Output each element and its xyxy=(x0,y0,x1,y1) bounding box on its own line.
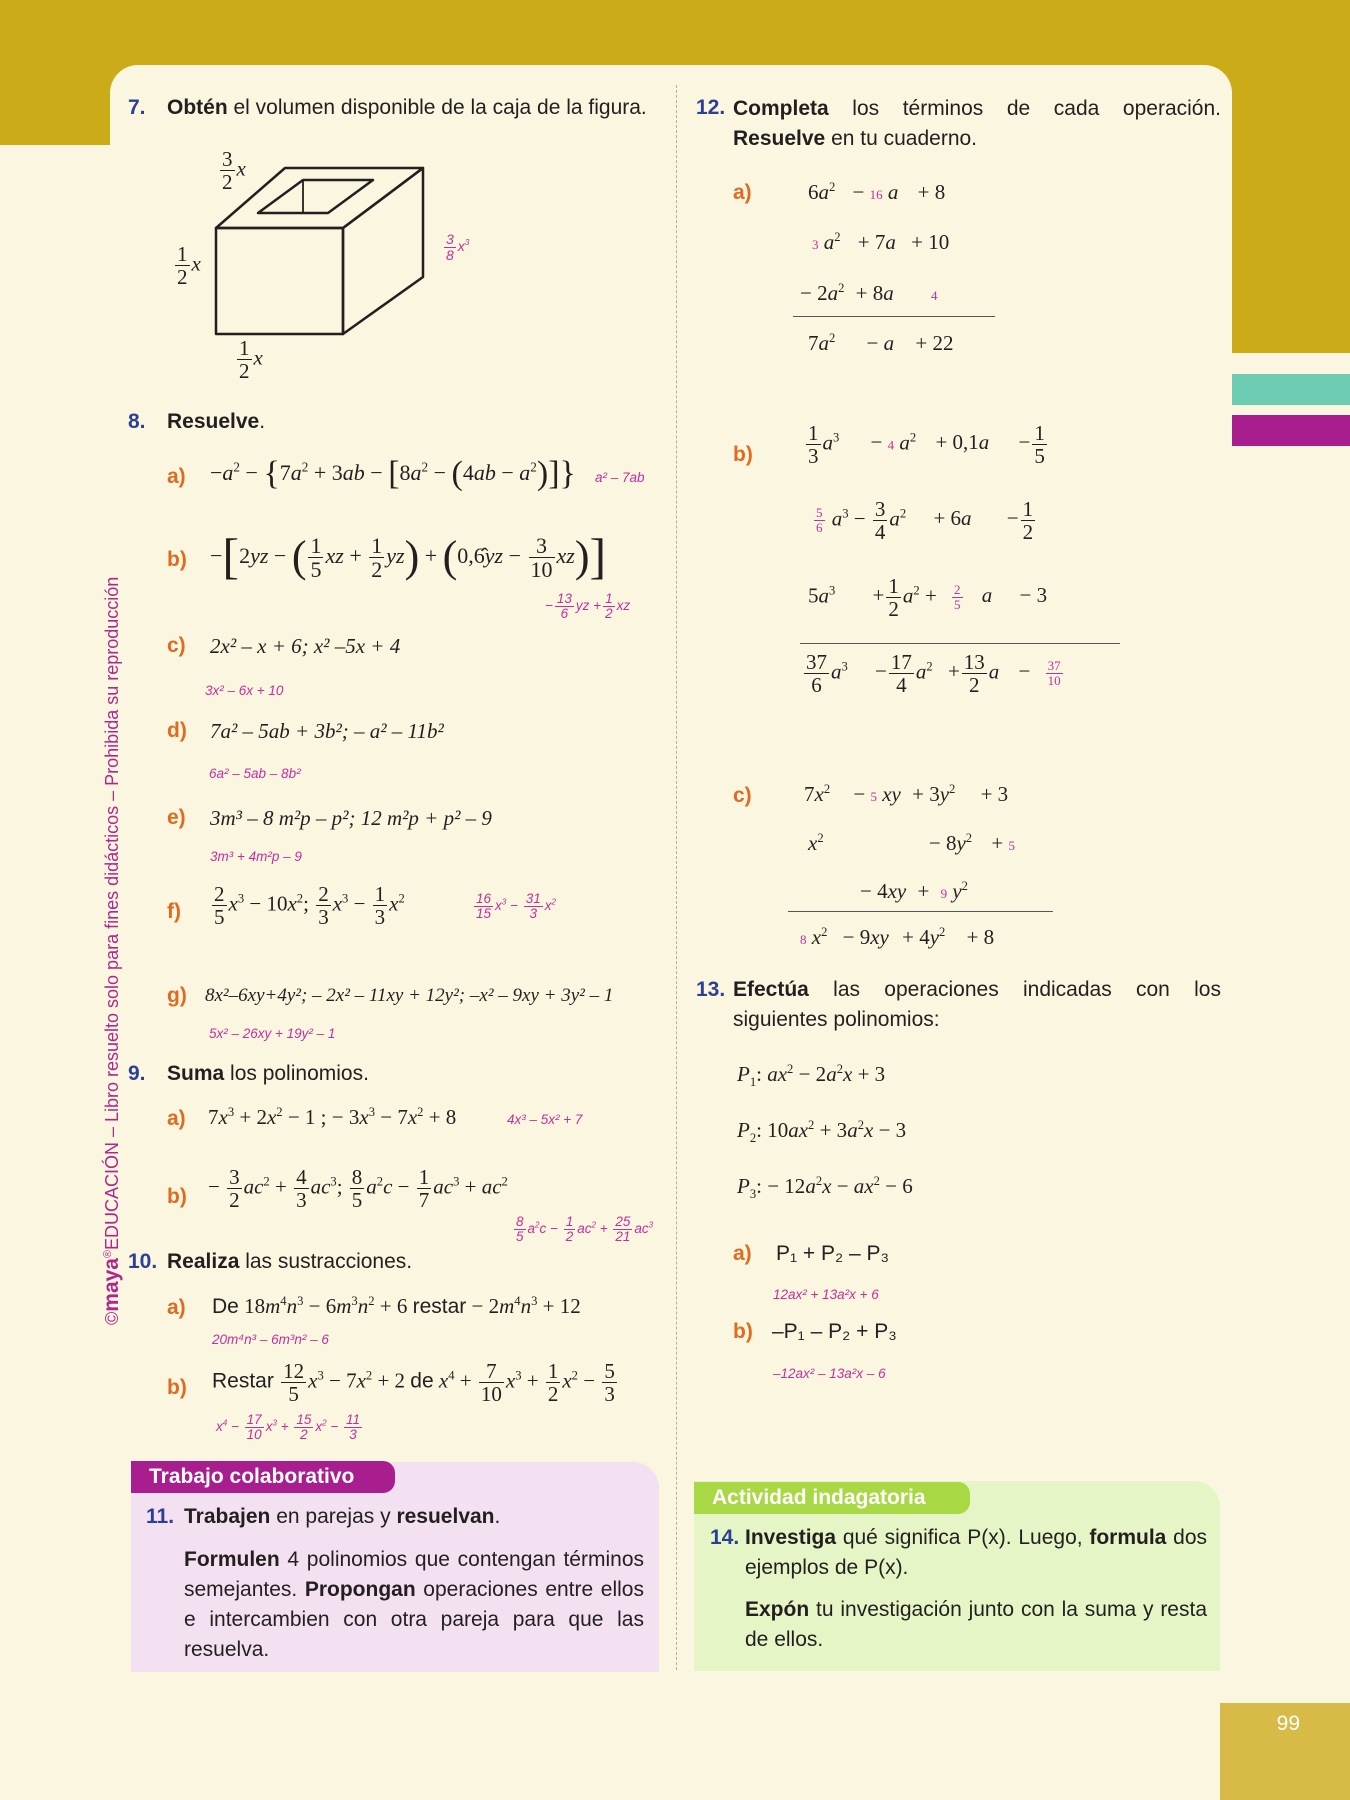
ex10-statement: Realiza las sustracciones. xyxy=(167,1250,413,1273)
ex8d-label: d) xyxy=(167,719,187,742)
ex12a-sum-line xyxy=(793,316,995,317)
ex9b-answer: $\frac{8}{5}$ $a^2c$ − $\frac{1}{2}$ $ac^2$ + $\frac{25}{21}$ $ac^3$ xyxy=(516,1214,654,1245)
ex8d-answer: 6a² – 5ab – 8b² xyxy=(209,766,301,781)
ex8c-answer: 3x² – 6x + 10 xyxy=(205,683,284,698)
ex13a-answer: 12ax² + 13a²x + 6 xyxy=(773,1287,879,1302)
section-tab-magenta xyxy=(1232,415,1350,446)
ex7-text: el volumen disponible de la caja de la figura. xyxy=(227,96,647,119)
ex8a-expression: $-a^2 - \{7a^2 + 3ab - [8a^2 - (4ab - a^2)]\}$ xyxy=(210,455,576,492)
ex9-number: 9. xyxy=(128,1062,146,1085)
ex12c-label: c) xyxy=(733,784,752,807)
ex10b-label: b) xyxy=(167,1376,187,1399)
ex8b-label: b) xyxy=(167,548,187,571)
polynomial-p3: $P_3$: − $12a^2x - ax^2 - 6$ xyxy=(737,1174,913,1202)
ex8e-expression: 3m³ – 8 m²p – p²; 12 m²p + p² – 9 xyxy=(210,806,492,830)
ex13a-label: a) xyxy=(733,1242,752,1265)
box-figure xyxy=(170,140,470,400)
collaborative-work-header: Trabajo colaborativo xyxy=(131,1461,395,1493)
ex12a-row3: − $2a^2 + 8a$ 4 xyxy=(800,281,938,305)
ex12-number: 12. xyxy=(696,96,726,119)
ex10-number: 10. xyxy=(128,1250,158,1273)
ex8-verb: Resuelve xyxy=(167,410,260,433)
ex7-verb: Obtén xyxy=(167,96,228,119)
copyright-symbol: © xyxy=(102,1311,122,1325)
ex12b-row2: $\frac{5}{6}$ $a^3$ − $\frac{3}{4}$ $a^2 + 6a$ − $\frac{1}{2}$ xyxy=(816,497,1034,545)
ex12a-row2: 3 $a^2 + 7a + 10$ xyxy=(812,230,950,254)
ex10a-answer: 20m⁴n³ – 6m³n² – 6 xyxy=(212,1332,329,1347)
ex14-number: 14. xyxy=(710,1526,740,1549)
ex12a-row1: $6a^2 - 16$ a + 8 xyxy=(808,180,946,204)
box-dim-top: $\frac{3}{2}$ x xyxy=(222,147,246,195)
ex13b-answer: –12ax² – 13a²x – 6 xyxy=(773,1366,886,1381)
ex11-statement: Trabajen en parejas y resuelvan. xyxy=(184,1505,501,1528)
ex12a-label: a) xyxy=(733,181,752,204)
research-activity-header: Actividad indagatoria xyxy=(694,1482,970,1514)
ex13b-label: b) xyxy=(733,1320,753,1343)
ex8g-expression: 8x²–6xy+4y²; – 2x² – 11xy + 12y²; –x² – 9xy + 3y² – 1 xyxy=(205,985,614,1006)
side-copyright-strip xyxy=(100,577,124,1325)
ex12c-row3: − 4xy + 9 $y^2$ xyxy=(860,879,968,903)
ex8c-label: c) xyxy=(167,634,186,657)
ex11-number: 11. xyxy=(146,1505,175,1528)
ex7-answer: $\frac{3}{8}$ $x^3$ xyxy=(446,231,470,263)
ex8e-label: e) xyxy=(167,806,186,829)
ex12c-row1: $7x^2 - 5$ xy + $3y^2 + 3$ xyxy=(804,782,1009,806)
ex9b-label: b) xyxy=(167,1185,187,1208)
ex14-statement: Investiga qué significa P(x). Luego, formula dos ejemplos de P(x). xyxy=(745,1526,1208,1579)
ex12b-sum-line xyxy=(800,643,1120,644)
side-strip-text: EDUCACIÓN – Libro resuelto solo para fines didácticos – Prohibida su reproducción xyxy=(102,576,122,1251)
ex9a-expression: $7x^3 + 2x^2 - 1$ ; − $3x^3 - 7x^2 + 8$ xyxy=(208,1105,457,1129)
ex8a-answer: a² – 7ab xyxy=(595,470,645,485)
ex14-paragraph: Expón tu investigación junto con la suma y resta de ellos. xyxy=(745,1598,1207,1651)
ex8f-answer: $\frac{16}{15}$ $x^3$ − $\frac{31}{3}$ $x^2$ xyxy=(476,891,556,922)
ex10b-expression: Restar $\frac{12}{5}$ $x^3 - 7x^2 + 2$ de $x^4$ + $\frac{7}{10}$ $x^3$ + $\frac{1}{2}$ $x^2$ − $\frac{5}{3}$ xyxy=(212,1359,615,1407)
ex12b-result: $\frac{37}{6}$ $a^3$ − $\frac{17}{4}$ $a^2$ + $\frac{13}{2}$ a − $\frac{37}{10}$ xyxy=(806,650,1061,698)
ex10a-label: a) xyxy=(167,1296,186,1319)
ex12b-label: b) xyxy=(733,443,753,466)
ex12c-sum-line xyxy=(788,911,1053,912)
ex8a-label: a) xyxy=(167,465,186,488)
ex8-statement: Resuelve. xyxy=(167,410,266,433)
polynomial-p1: $P_1$: $ax^2 - 2a^2x + 3$ xyxy=(737,1062,886,1090)
ex7-statement xyxy=(167,96,647,120)
ex13a-expression: P₁ + P₂ – P₃ xyxy=(776,1242,890,1265)
ex8g-answer: 5x² – 26xy + 19y² – 1 xyxy=(209,1026,336,1041)
ex12b-row1: $\frac{1}{3}$ $a^3 - 4$ $a^2 + 0,1a$ − $\frac{1}{5}$ xyxy=(808,421,1045,469)
ex12c-result: 8 $x^2 - 9xy + 4y^2 + 8$ xyxy=(800,925,995,949)
ex10b-answer: $x^4$ − $\frac{17}{10}$ $x^3$ + $\frac{15}{2}$ $x^2$ − $\frac{11}{3}$ xyxy=(216,1412,361,1443)
box-dim-left: $\frac{1}{2}$ x xyxy=(177,242,201,290)
box-dim-bottom: $\frac{1}{2}$ x xyxy=(239,336,263,384)
ex13-statement: Efectúa las operaciones indicadas con los siguientes polinomios: xyxy=(733,978,1221,1031)
ex8g-label: g) xyxy=(167,984,187,1007)
ex8d-expression: 7a² – 5ab + 3b²; – a² – 11b² xyxy=(210,719,444,743)
ex10a-expression: De $18m^4n^3 - 6m^3n^2 + 6$ restar − $2m^4n^3 + 12$ xyxy=(212,1294,581,1318)
page-number: 99 xyxy=(1276,1712,1300,1735)
ex8f-label: f) xyxy=(167,900,181,923)
ex8e-answer: 3m³ + 4m²p – 9 xyxy=(210,849,302,864)
ex13-number: 13. xyxy=(696,978,726,1001)
ex8b-answer: − $\frac{13}{6}$ yz + $\frac{1}{2}$ xz xyxy=(545,591,631,622)
ex8c-expression: 2x² – x + 6; x² –5x + 4 xyxy=(210,634,401,658)
ex13b-expression: –P₁ – P₂ + P₃ xyxy=(772,1320,897,1343)
ex8f-expression: $\frac{2}{5}$ $x^3 - 10x^2$; $\frac{2}{3}$ $x^3$ − $\frac{1}{3}$ $x^2$ xyxy=(214,882,405,930)
ex9-verb: Suma xyxy=(167,1062,225,1085)
ex7-number: 7. xyxy=(128,96,146,119)
ex9a-label: a) xyxy=(167,1107,186,1130)
registered-mark: ® xyxy=(102,1250,114,1259)
column-divider xyxy=(676,85,677,1670)
ex12c-row2: $x^2 - 8y^2 + 5$ xyxy=(808,831,1015,855)
ex10-verb: Realiza xyxy=(167,1250,240,1273)
ex12a-result: $7a^2 - a + 22$ xyxy=(808,331,954,355)
right-color-band xyxy=(1232,0,1350,353)
ex9-statement: Suma los polinomios. xyxy=(167,1062,369,1085)
ex12b-row3: $5a^3$ + $\frac{1}{2}$ $a^2$ + $\frac{2}{5}$ a − 3 xyxy=(808,574,1048,622)
ex9b-expression: − $\frac{3}{2}$ $ac^2$ + $\frac{4}{3}$ $ac^3$; $\frac{8}{5}$ $a^2c$ − $\frac{1}{7}$ $ac^3 + ac^2$ xyxy=(208,1165,508,1213)
ex11-paragraph: Formulen 4 polinomios que contengan términos semejantes. Propongan operaciones entre ellos e intercambien con otra pareja para que las resuelva. xyxy=(184,1548,644,1661)
ex8b-expression: −[2yz − ( $\frac{1}{5}$ xz + $\frac{1}{2}$ yz) + (0,6̂yz − $\frac{3}{10}$ xz)] xyxy=(210,528,607,584)
brand-logo: maya xyxy=(100,1258,123,1312)
ex9a-answer: 4x³ – 5x² + 7 xyxy=(507,1112,583,1127)
polynomial-p2: $P_2$: $10ax^2 + 3a^2x - 3$ xyxy=(737,1118,907,1146)
ex12-statement: Completa los términos de cada operación. Resuelve en tu cuaderno. xyxy=(733,97,1221,150)
ex8-number: 8. xyxy=(128,410,146,433)
section-tab-teal xyxy=(1232,374,1350,405)
